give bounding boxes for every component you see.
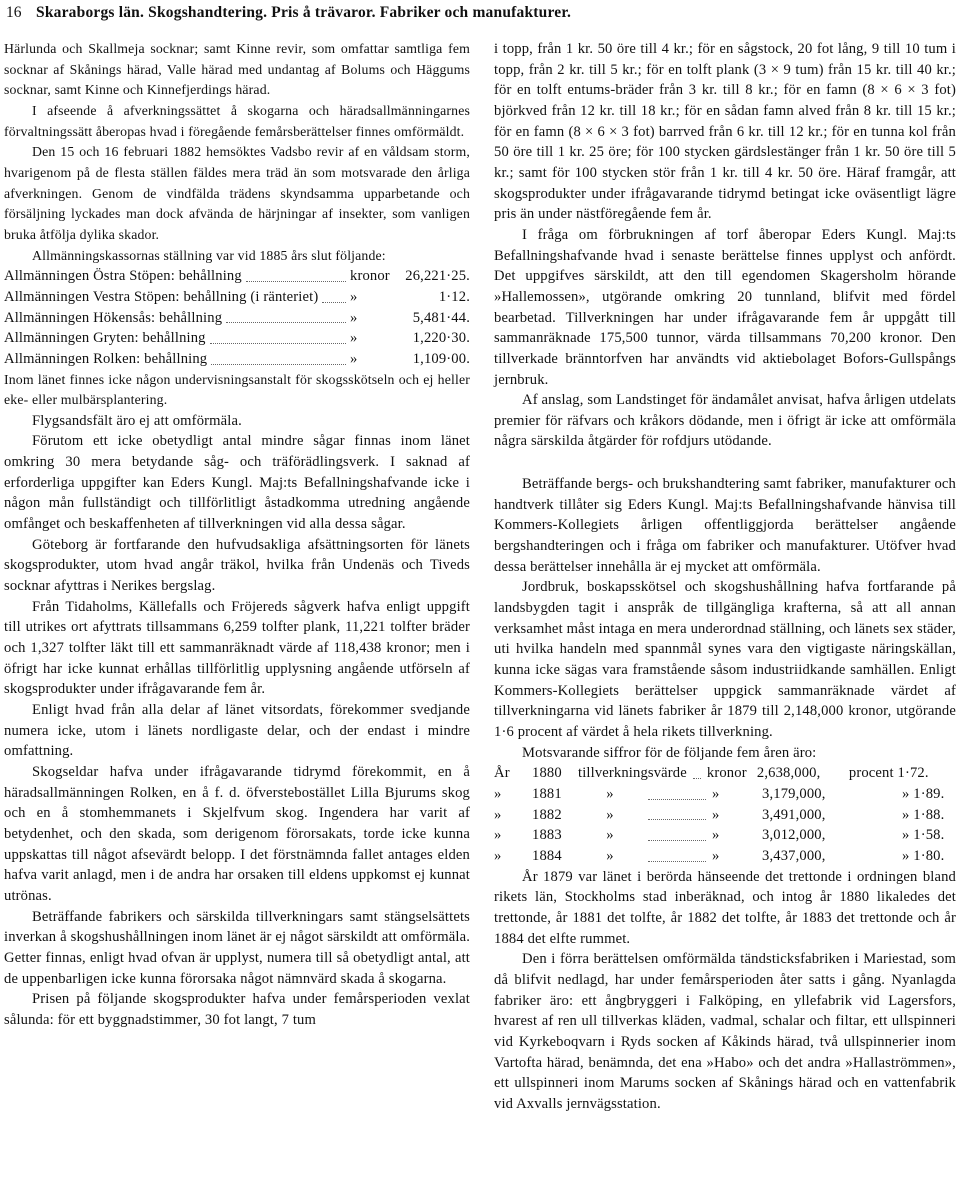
page-header bbox=[6, 2, 954, 24]
paragraph: Inom länet finnes icke någon undervisningsanstalt för skogsskötseln och ej heller eke- eller mulbärsplantering. bbox=[4, 371, 470, 408]
paragraph: Förutom ett icke obetydligt antal mindre sågar finnas inom länet omkring 30 mera betydande såg- och träförädlingsverk. I saknad af erforderliga uppgifter kan Eders Kungl. Maj:ts Befallningshafvande icke i någon mån fullständigt och tillförlitligt åstadkomma utredning angående omfånget och beskaffenheten af tillverkningen vid alla dessa sågar. bbox=[4, 433, 470, 533]
paragraph: Prisen på följande skogsprodukter hafva under femårsperioden vexlat sålunda: för ett byggnadstimmer, 30 fot langt, 7 tum bbox=[4, 991, 470, 1028]
holdings-table bbox=[4, 266, 470, 369]
paragraph: Enligt hvad från alla delar af länet vitsordats, förekommer svedjande numera icke, utom i länets nordligaste delar, och der endast i mindre omfattning. bbox=[4, 702, 470, 760]
year-row: År 1880 tillverkningsvärde kronor 2,638,000, procent 1·72. bbox=[494, 765, 929, 782]
paragraph: I fråga om förbrukningen af torf åberopar Eders Kungl. Maj:ts Befallningshafvande hvad i senaste berättelse finnes upplyst och anfördt. Det uppgifves särskildt, att den till egendomen Skagersholm hörande »Hallemossen», utgörande omkring 20 tunnland, blifvit med fördel bearbetad. Tillverkningen har under ifrågavarande fem år uppgått till sammanräknade 175,500 tunnor, värda tillsammans 70,200 kronor. Den tillverkade bränntorfven har användts vid aktiebolaget Bofors-Gullspångs jernbruk. bbox=[494, 226, 956, 388]
year-row: » 1881 » » 3,179,000, » 1·89. bbox=[494, 785, 945, 802]
holding-row: Allmänningen Östra Stöpen: behållning kronor 26,221·25. bbox=[4, 268, 470, 285]
running-title: Skaraborgs län. Skogshandtering. Pris å trävaror. Fabriker och manufakturer. bbox=[36, 4, 572, 21]
paragraph: År 1879 var länet i berörda hänseende det trettonde i ordningen bland rikets län, Stockholms stad inberäknad, och intog år 1880 likaledes det trettonde, år 1881 det tolfte, år 1882 det tolfte, år 1883 det trettonde och år 1884 det elfte rummet. bbox=[494, 868, 956, 947]
year-row: » 1884 » » 3,437,000, » 1·80. bbox=[494, 847, 945, 864]
holding-row: Allmänningen Gryten: behållning » 1,220·30. bbox=[4, 330, 470, 347]
paragraph: Allmänningskassornas ställning var vid 1885 års slut följande: bbox=[32, 247, 386, 263]
paragraph: Skogseldar hafva under ifrågavarande tidrymd förekommit, en å häradsallmänningen Rolken, en å f. d. öfverstebostället Lilla Bjurums skog och en å stomhemmanets i Skjelfvum skog. Ingendera har varit af betydenhet, och den skada, som derigenom förorsakats, torde icke kunna uppskattas till något afsevärdt belopp. I det förstnämnda fallet antages elden hafva varit anlagd, men i de andra har orsaken till eldens uppkomst ej kunnat utrönas. bbox=[4, 763, 470, 904]
holding-row: Allmänningen Hökensås: behållning » 5,481·44. bbox=[4, 309, 470, 326]
left-column bbox=[4, 39, 470, 1031]
paragraph: Af anslag, som Landstinget för ändamålet anvisat, hafva årligen utdelats premier för räfvars och kråkors dödande, men i öfrigt är icke att omförmäla några särskilda åtgärder för rofdjurs utödande. bbox=[494, 392, 956, 450]
year-row: » 1882 » » 3,491,000, » 1·88. bbox=[494, 806, 945, 823]
paragraph: Den i förra berättelsen omförmälda tändsticksfabriken i Mariestad, som då blifvit nedlagd, har under femårsperioden åter satts i gång. Nyanlagda fabriker äro: ett ångbryggeri i Falköping, en yllefabrik vid Lagersfors, hvarest af ren ull tillverkas kläden, vadmal, schalar och filtar, ett ullspinneri vid Kyrkeboqvarn i Ryds socken af Kåkinds härad, två ullspinnerier inom Vartofta härad, benämnda, det ena »Habo» och det andra »Hallaströmmen», ett ullspinneri inom Marums socken af Skånings härad och en vattenfabrik vid Axvalls jernvägsstation. bbox=[494, 951, 956, 1112]
paragraph: I afseende å afverkningssättet å skogarna och häradsallmänningarnes förvaltningssätt åberopas hvad i föregående femårsberättelser finnes omförmäldt. bbox=[4, 102, 470, 139]
paragraph: Den 15 och 16 februari 1882 hemsöktes Vadsbo revir af en våldsam storm, hvarigenom på de flesta ställen fäldes mera träd än som motsvarade den årliga afverkningen. Genom de vindfälda trädens skyndsamma upparbetande och försäljning lyckades man dock afvända de härjningar af insekter, som vanligen bruka åtfölja dylika skador. bbox=[4, 144, 470, 242]
holding-row: Allmänningen Vestra Stöpen: behållning (i ränteriet) » 1·12. bbox=[4, 288, 470, 305]
page-number: 16 bbox=[6, 4, 22, 21]
paragraph: Från Tidaholms, Källefalls och Fröjereds sågverk hafva enligt uppgift till utrikes ort afyttrats tillsammans 6,259 tolfter plank, 11,221 tolfter bräder och 1,327 tolfter läkt till ett sammanräknadt värde af 118,438 kronor; men i öfrigt har icke kunnat erhållas tillförlitlig upplysning angående utförseln af skogsprodukter under ifrågavarande fem år. bbox=[4, 598, 470, 698]
holding-row: Allmänningen Rolken: behållning » 1,109·00. bbox=[4, 350, 470, 367]
paragraph: Beträffande fabrikers och särskilda tillverkningars samt stängselsättets inverkan å skogshushållningen inom länet är ej något särskildt att omförmäla. Getter finnas, enligt hvad ofvan är upplyst, numera till så obetydligt antal, att de uppenbarligen icke kunna förorsaka något nämnvärd skada å skogarna. bbox=[4, 908, 470, 987]
right-column bbox=[494, 39, 956, 1114]
paragraph: Härlunda och Skallmeja socknar; samt Kinne revir, som omfattar samtliga fem socknar af Skånings härad, Valle härad med undantag af Bolums och Häggums socknar, samt Kinne och Kinnefjerdings härad. bbox=[4, 41, 470, 98]
value-table bbox=[494, 763, 956, 866]
paragraph: Göteborg är fortfarande den hufvudsakliga afsättningsorten för länets skogsprodukter, utom hvad angår träkol, hvilka från Undenäs och Tiveds socknar afyttras i Nerikes bergslag. bbox=[4, 536, 470, 595]
paragraph: Motsvarande siffror för de följande fem åren äro: bbox=[522, 744, 817, 761]
year-row: » 1883 » » 3,012,000, » 1·58. bbox=[494, 827, 945, 844]
paragraph: Jordbruk, boskapsskötsel och skogshushållning hafva fortfarande på landsbygden tagit i anspråk de tillgängliga krafterna, så att all annan verksamhet måst intaga en mera underordnad ställning, och länets sex städer, uti hvilka handeln med spannmål synes vara den vigtigaste näringskällan, kunna icke sägas vara framstående såsom industriidkande samhällen. Enligt Kommers-Kollegiets berättelser uppgick sammanräknade värdet af tillverkningarna vid länets fabriker år 1879 till 2,148,000 kronor, utgörande 1·6 procent af värdet å hela rikets tillverkning. bbox=[494, 579, 956, 740]
paragraph: i topp, från 1 kr. 50 öre till 4 kr.; för en sågstock, 20 fot lång, 9 till 10 tum i topp, från 2 kr. till 5 kr.; för en tolft plank (3 × 9 tum) från 15 kr. till 40 kr.; för en tolft entums-bräder från 3 kr. till 8 kr.; för en famn (8 × 6 × 3 fot) björkved från 12 kr. till 18 kr.; för en sådan famn alved från 8 kr. till 15 kr.; för en famn (8 × 6 × 3 fot) barrved från 6 kr. till 12 kr.; för en tunna kol från 50 öre till 1 kr. 25 öre; för 100 stycken gärdslestänger från 1 kr. 50 öre till 5 kr.; samt för 100 stycken stör från 1 kr. till 4 kr. 50 öre. Häraf framgår, att skogsprodukter under ifrågavarande tidrymd betingat icke oväsentligt lägre pris än under nästföregående fem år. bbox=[494, 41, 956, 223]
paragraph: Flygsandsfält äro ej att omförmäla. bbox=[32, 412, 242, 429]
section-paragraph: Beträffande bergs- och brukshandtering samt fabriker, manufakturer och handtverk tillåter sig Eders Kungl. Maj:ts Befallningshafvande hänvisa till Kommers-Kollegiets årligen offentliggjorda berättelser angående bergshandteringen och i fråga om fabriker och manufakturer. Utöfver hvad dessa berättelser innehålla är ej mycket att omförmäla. bbox=[494, 476, 956, 575]
